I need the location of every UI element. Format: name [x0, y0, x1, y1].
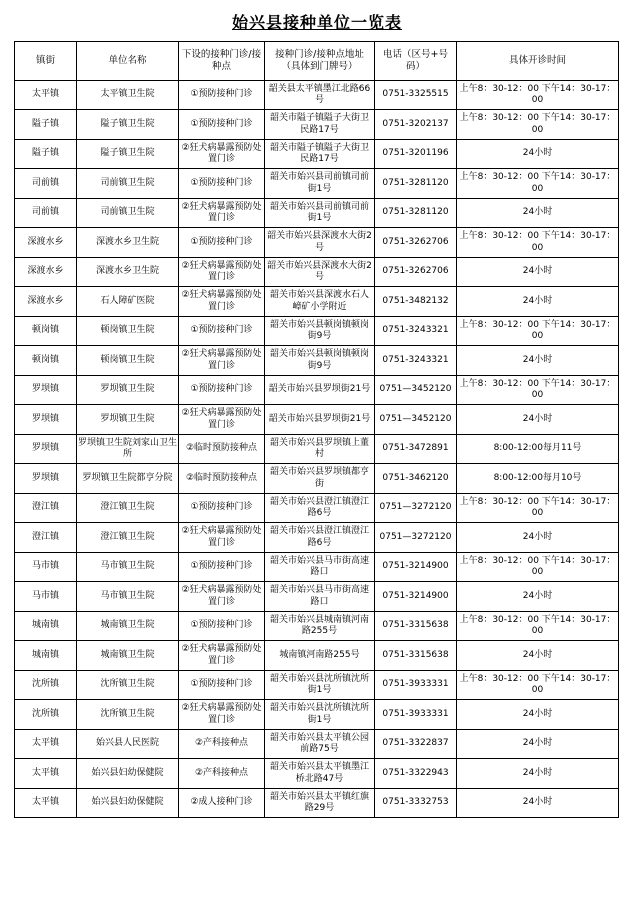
cell-hours: 上午8：30-12：00 下午14：30-17：00 — [457, 316, 619, 346]
cell-address: 韶关市隘子镇隘子大街卫民路17号 — [265, 139, 375, 169]
cell-unit: 城南镇卫生院 — [77, 641, 179, 671]
cell-town: 顿岗镇 — [15, 316, 77, 346]
cell-unit: 司前镇卫生院 — [77, 169, 179, 199]
table-row — [15, 287, 619, 317]
cell-hours: 24小时 — [457, 582, 619, 612]
column-header-unit: 单位名称 — [77, 42, 179, 81]
cell-unit: 隘子镇卫生院 — [77, 110, 179, 140]
cell-clinic: ②狂犬病暴露预防处置门诊 — [179, 139, 265, 169]
table-row — [15, 110, 619, 140]
cell-clinic: ①预防接种门诊 — [179, 110, 265, 140]
cell-clinic: ①预防接种门诊 — [179, 80, 265, 110]
cell-town: 太平镇 — [15, 788, 77, 818]
cell-clinic: ①预防接种门诊 — [179, 169, 265, 199]
table-row — [15, 80, 619, 110]
cell-unit: 罗坝镇卫生院 — [77, 405, 179, 435]
table-row — [15, 729, 619, 759]
cell-town: 城南镇 — [15, 611, 77, 641]
cell-phone: 0751-3214900 — [375, 552, 457, 582]
cell-unit: 始兴县妇幼保健院 — [77, 788, 179, 818]
cell-town: 太平镇 — [15, 729, 77, 759]
cell-unit: 顿岗镇卫生院 — [77, 316, 179, 346]
cell-phone: 0751-3472891 — [375, 434, 457, 464]
cell-address: 韶关市始兴县太平镇红旗路29号 — [265, 788, 375, 818]
column-header-phone: 电话（区号+号码） — [375, 42, 457, 81]
table-header — [15, 42, 619, 81]
cell-town: 澄江镇 — [15, 493, 77, 523]
cell-unit: 马市镇卫生院 — [77, 582, 179, 612]
table-row — [15, 523, 619, 553]
table-row — [15, 405, 619, 435]
cell-clinic: ②狂犬病暴露预防处置门诊 — [179, 405, 265, 435]
cell-unit: 马市镇卫生院 — [77, 552, 179, 582]
cell-town: 城南镇 — [15, 641, 77, 671]
cell-unit: 顿岗镇卫生院 — [77, 346, 179, 376]
cell-address: 韶关县太平镇墨江北路66号 — [265, 80, 375, 110]
cell-clinic: ②成人接种门诊 — [179, 788, 265, 818]
cell-hours: 24小时 — [457, 759, 619, 789]
cell-phone: 0751-3202137 — [375, 110, 457, 140]
cell-unit: 沈所镇卫生院 — [77, 700, 179, 730]
cell-address: 韶关市始兴县顿岗镇顿岗街9号 — [265, 346, 375, 376]
cell-town: 深渡水乡 — [15, 228, 77, 258]
cell-clinic: ②狂犬病暴露预防处置门诊 — [179, 287, 265, 317]
cell-unit: 隘子镇卫生院 — [77, 139, 179, 169]
cell-address: 韶关市始兴县马市街高速路口 — [265, 582, 375, 612]
cell-phone: 0751-3243321 — [375, 346, 457, 376]
cell-phone: 0751-3262706 — [375, 257, 457, 287]
cell-unit: 太平镇卫生院 — [77, 80, 179, 110]
table-body — [15, 80, 619, 818]
cell-town: 马市镇 — [15, 582, 77, 612]
cell-unit: 深渡水乡卫生院 — [77, 257, 179, 287]
cell-address: 韶关市始兴县顿岗镇顿岗街9号 — [265, 316, 375, 346]
cell-address: 韶关市始兴县深渡水大街2号 — [265, 257, 375, 287]
cell-hours: 上午8：30-12：00 下午14：30-17：00 — [457, 80, 619, 110]
cell-unit: 司前镇卫生院 — [77, 198, 179, 228]
cell-unit: 石人障矿医院 — [77, 287, 179, 317]
table-row — [15, 316, 619, 346]
table-row — [15, 670, 619, 700]
cell-clinic: ①预防接种门诊 — [179, 611, 265, 641]
cell-town: 罗坝镇 — [15, 464, 77, 494]
cell-hours: 上午8：30-12：00 下午14：30-17：00 — [457, 552, 619, 582]
cell-hours: 24小时 — [457, 700, 619, 730]
cell-clinic: ②狂犬病暴露预防处置门诊 — [179, 346, 265, 376]
table-row — [15, 434, 619, 464]
table-row — [15, 493, 619, 523]
cell-hours: 上午8：30-12：00 下午14：30-17：00 — [457, 228, 619, 258]
cell-clinic: ①预防接种门诊 — [179, 316, 265, 346]
cell-clinic: ②产科接种点 — [179, 759, 265, 789]
cell-phone: 0751-3933331 — [375, 670, 457, 700]
cell-town: 沈所镇 — [15, 700, 77, 730]
cell-phone: 0751—3452120 — [375, 375, 457, 405]
cell-address: 韶关市始兴县城南镇河南路255号 — [265, 611, 375, 641]
cell-phone: 0751-3332753 — [375, 788, 457, 818]
table-row — [15, 198, 619, 228]
cell-address: 韶关市始兴县太平镇墨江桥北路47号 — [265, 759, 375, 789]
cell-town: 罗坝镇 — [15, 375, 77, 405]
cell-phone: 0751—3272120 — [375, 493, 457, 523]
cell-phone: 0751-3214900 — [375, 582, 457, 612]
cell-clinic: ②狂犬病暴露预防处置门诊 — [179, 582, 265, 612]
table-row — [15, 641, 619, 671]
cell-phone: 0751-3933331 — [375, 700, 457, 730]
cell-phone: 0751-3315638 — [375, 611, 457, 641]
column-header-address: 接种门诊/接种点地址（具体到门牌号） — [265, 42, 375, 81]
cell-clinic: ②狂犬病暴露预防处置门诊 — [179, 198, 265, 228]
cell-town: 隘子镇 — [15, 110, 77, 140]
column-header-clinic: 下设的接种门诊/接种点 — [179, 42, 265, 81]
cell-address: 韶关市始兴县深渡水大街2号 — [265, 228, 375, 258]
table-row — [15, 759, 619, 789]
cell-hours: 8:00-12:00每月11号 — [457, 434, 619, 464]
table-row — [15, 375, 619, 405]
cell-hours: 24小时 — [457, 346, 619, 376]
column-header-town: 镇街 — [15, 42, 77, 81]
cell-address: 韶关市始兴县罗坝镇都亨街 — [265, 464, 375, 494]
cell-clinic: ①预防接种门诊 — [179, 493, 265, 523]
cell-town: 深渡水乡 — [15, 257, 77, 287]
cell-address: 城南镇河南路255号 — [265, 641, 375, 671]
cell-unit: 罗坝镇卫生院 — [77, 375, 179, 405]
cell-unit: 罗坝镇卫生院刘家山卫生所 — [77, 434, 179, 464]
cell-town: 罗坝镇 — [15, 405, 77, 435]
table-row — [15, 464, 619, 494]
cell-phone: 0751-3322943 — [375, 759, 457, 789]
cell-address: 韶关市始兴县沈所镇沈所街1号 — [265, 700, 375, 730]
cell-phone: 0751-3262706 — [375, 228, 457, 258]
cell-clinic: ②狂犬病暴露预防处置门诊 — [179, 257, 265, 287]
cell-hours: 上午8：30-12：00 下午14：30-17：00 — [457, 169, 619, 199]
cell-hours: 24小时 — [457, 198, 619, 228]
cell-clinic: ②狂犬病暴露预防处置门诊 — [179, 700, 265, 730]
cell-town: 澄江镇 — [15, 523, 77, 553]
cell-phone: 0751-3281120 — [375, 169, 457, 199]
cell-address: 韶关市始兴县沈所镇沈所街1号 — [265, 670, 375, 700]
cell-address: 韶关市始兴县澄江镇澄江路6号 — [265, 523, 375, 553]
page-title: 始兴县接种单位一览表 — [231, 13, 402, 32]
table-row — [15, 139, 619, 169]
cell-town: 马市镇 — [15, 552, 77, 582]
table-row — [15, 700, 619, 730]
cell-address: 韶关市始兴县太平镇公园前路75号 — [265, 729, 375, 759]
table-row — [15, 346, 619, 376]
cell-unit: 罗坝镇卫生院都亨分院 — [77, 464, 179, 494]
table-row — [15, 582, 619, 612]
cell-unit: 城南镇卫生院 — [77, 611, 179, 641]
column-header-hours: 具体开诊时间 — [457, 42, 619, 81]
cell-unit: 深渡水乡卫生院 — [77, 228, 179, 258]
cell-hours: 上午8：30-12：00 下午14：30-17：00 — [457, 670, 619, 700]
cell-clinic: ②狂犬病暴露预防处置门诊 — [179, 641, 265, 671]
cell-phone: 0751-3325515 — [375, 80, 457, 110]
cell-address: 韶关市始兴县司前镇司前街1号 — [265, 198, 375, 228]
table-row — [15, 228, 619, 258]
table-row — [15, 788, 619, 818]
cell-clinic: ②临时预防接种点 — [179, 464, 265, 494]
cell-hours: 上午8：30-12：00 下午14：30-17：00 — [457, 110, 619, 140]
cell-town: 顿岗镇 — [15, 346, 77, 376]
cell-hours: 24小时 — [457, 523, 619, 553]
cell-town: 司前镇 — [15, 169, 77, 199]
cell-hours: 上午8：30-12：00 下午14：30-17：00 — [457, 493, 619, 523]
cell-clinic: ②临时预防接种点 — [179, 434, 265, 464]
cell-town: 隘子镇 — [15, 139, 77, 169]
cell-clinic: ①预防接种门诊 — [179, 670, 265, 700]
cell-phone: 0751-3281120 — [375, 198, 457, 228]
cell-phone: 0751—3452120 — [375, 405, 457, 435]
cell-clinic: ②狂犬病暴露预防处置门诊 — [179, 523, 265, 553]
cell-hours: 24小时 — [457, 257, 619, 287]
vaccination-units-table — [14, 41, 619, 818]
cell-unit: 沈所镇卫生院 — [77, 670, 179, 700]
cell-address: 韶关市始兴县澄江镇澄江路6号 — [265, 493, 375, 523]
cell-town: 司前镇 — [15, 198, 77, 228]
table-row — [15, 552, 619, 582]
cell-unit: 澄江镇卫生院 — [77, 523, 179, 553]
cell-phone: 0751-3201196 — [375, 139, 457, 169]
cell-clinic: ①预防接种门诊 — [179, 228, 265, 258]
cell-hours: 24小时 — [457, 788, 619, 818]
cell-phone: 0751—3272120 — [375, 523, 457, 553]
cell-hours: 上午8：30-12：00 下午14：30-17：00 — [457, 611, 619, 641]
cell-unit: 始兴县人民医院 — [77, 729, 179, 759]
cell-town: 沈所镇 — [15, 670, 77, 700]
cell-hours: 24小时 — [457, 287, 619, 317]
cell-town: 太平镇 — [15, 80, 77, 110]
cell-clinic: ②产科接种点 — [179, 729, 265, 759]
cell-address: 韶关市始兴县罗坝街21号 — [265, 405, 375, 435]
cell-address: 韶关市始兴县深渡水石人嶂矿小学附近 — [265, 287, 375, 317]
cell-unit: 始兴县妇幼保健院 — [77, 759, 179, 789]
cell-clinic: ①预防接种门诊 — [179, 375, 265, 405]
cell-address: 韶关市始兴县罗坝街21号 — [265, 375, 375, 405]
cell-address: 韶关市始兴县司前镇司前街1号 — [265, 169, 375, 199]
cell-phone: 0751-3482132 — [375, 287, 457, 317]
table-row — [15, 611, 619, 641]
cell-address: 韶关市始兴县马市街高速路口 — [265, 552, 375, 582]
cell-town: 深渡水乡 — [15, 287, 77, 317]
cell-address: 韶关市始兴县罗坝镇上董村 — [265, 434, 375, 464]
table-header-row — [15, 42, 619, 81]
cell-hours: 24小时 — [457, 729, 619, 759]
cell-phone: 0751-3243321 — [375, 316, 457, 346]
cell-hours: 24小时 — [457, 641, 619, 671]
cell-town: 罗坝镇 — [15, 434, 77, 464]
cell-hours: 24小时 — [457, 405, 619, 435]
cell-clinic: ①预防接种门诊 — [179, 552, 265, 582]
cell-hours: 24小时 — [457, 139, 619, 169]
table-row — [15, 169, 619, 199]
cell-hours: 上午8：30-12：00 下午14：30-17：00 — [457, 375, 619, 405]
cell-phone: 0751-3462120 — [375, 464, 457, 494]
cell-phone: 0751-3315638 — [375, 641, 457, 671]
cell-hours: 8:00-12:00每月10号 — [457, 464, 619, 494]
table-row — [15, 257, 619, 287]
cell-unit: 澄江镇卫生院 — [77, 493, 179, 523]
cell-address: 韶关市隘子镇隘子大街卫民路17号 — [265, 110, 375, 140]
cell-phone: 0751-3322837 — [375, 729, 457, 759]
cell-town: 太平镇 — [15, 759, 77, 789]
